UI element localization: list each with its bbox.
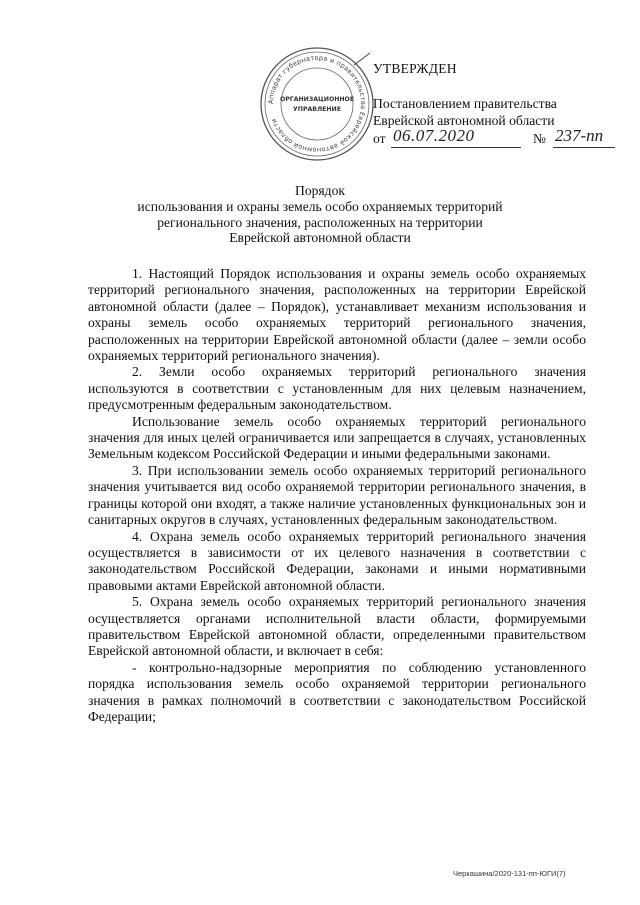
paragraph-5: 5. Охрана земель особо охраняемых территорий регионального значения осуществляется органами исполнительной власти области, формируемыми правительством Еврейской автономной области, определенными правительством Еврейской автономной области, и включает в себя:: [88, 594, 586, 659]
date-prefix: от: [373, 131, 386, 146]
stamp-ring-text: Аппарат губернатора и правительства Еврейской автономной области: [266, 53, 368, 155]
handwritten-date: 06.07.2020: [393, 126, 475, 145]
svg-text:Аппарат губернатора и правител: [267, 54, 367, 154]
paragraph-3: 3. При использовании земель особо охраняемых территорий регионального значения учитывается вид особо охраняемой территории регионального значения, в границы которой они входят, а также наличие установленных функциональных зон и санитарных округов в случаях, установленных федеральным законодательством.: [88, 462, 586, 528]
official-stamp: [258, 45, 376, 163]
title-line-1: Порядок: [295, 183, 345, 198]
document-title: [100, 183, 540, 246]
approval-date-number: [373, 126, 623, 150]
title-line-2: использования и охраны земель особо охраняемых территорий: [137, 198, 503, 214]
title-line-4: Еврейской автономной области: [229, 230, 411, 246]
approved-label: УТВЕРЖДЕН: [373, 61, 457, 76]
handwritten-number: 237-пп: [555, 126, 604, 145]
stamp-center-line-1: ОРГАНИЗАЦИОННОЕ: [279, 96, 355, 103]
approval-line-1: Постановлением правительства: [373, 96, 557, 111]
title-line-3: регионального значения, расположенных на территории: [157, 214, 483, 230]
number-underline: [553, 147, 615, 148]
paragraph-5-item-1: - контрольно-надзорные мероприятия по соблюдению установленного порядка использования земель особо охраняемой территории регионального значения в рамках полномочий в соответствии с законодательством Российской Федерации;: [88, 659, 586, 724]
paragraph-2: 2. Земли особо охраняемых территорий регионального значения используются в соответствии с установленным для них целевым назначением, предусмотренным федеральным законодательством.: [88, 364, 586, 413]
stamp-center-line-2: УПРАВЛЕНИЕ: [293, 106, 341, 113]
date-underline: [391, 147, 521, 148]
number-prefix: №: [533, 131, 546, 146]
paragraph-1: 1. Настоящий Порядок использования и охраны земель особо охраняемых территорий регионального значения, расположенных на территории Еврейской автономной области (далее – Порядок), устанавливает механизм использования и охраны земель особо охраняемых территорий регионального значения, расположенных на территории Еврейской автономной области (далее – земли особо охраняемых территорий регионального значения).: [88, 266, 586, 364]
footer-reference: Черкашина/2020-131-пп-ЮГИ(7): [453, 869, 566, 878]
document-body: [88, 266, 586, 725]
approval-line-2: Еврейской автономной области: [373, 113, 555, 128]
paragraph-4: 4. Охрана земель особо охраняемых территорий регионального значения осуществляется в зависимости от их целевого назначения в соответствии с законодательством Российской Федерации, законами и иными нормативными правовыми актами Еврейской автономной области.: [88, 528, 586, 593]
paragraph-2-cont: Использование земель особо охраняемых территорий регионального значения для иных целей ограничивается или запрещается в случаях, установленных Земельным кодексом Российской Федерации и иными федеральными законами.: [88, 413, 586, 462]
